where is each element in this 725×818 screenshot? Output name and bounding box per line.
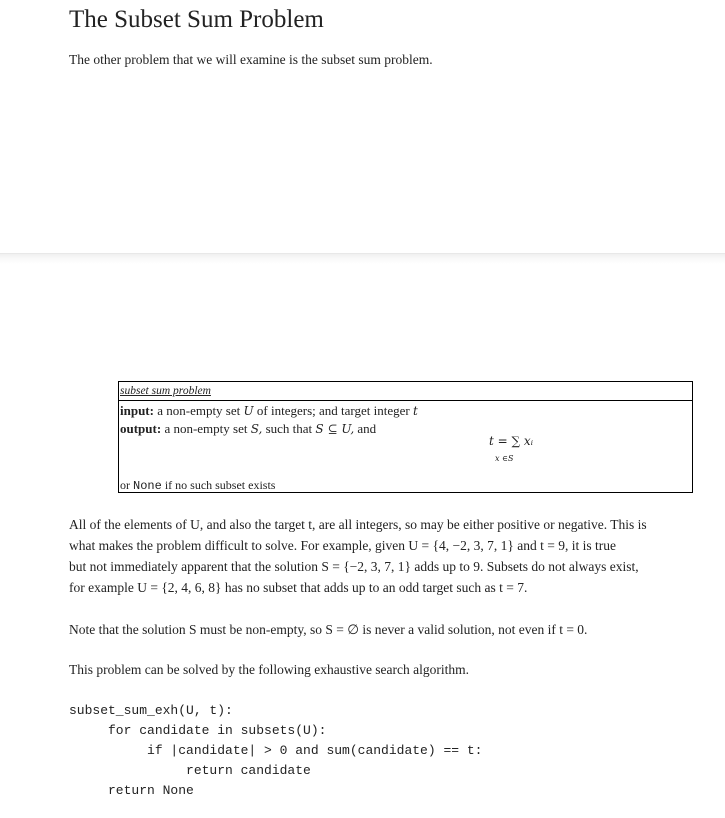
output-text-2: such that: [262, 421, 316, 436]
sum-formula-subscript: x ∈S: [495, 454, 514, 463]
none-prefix: or: [120, 478, 133, 492]
none-suffix: if no such subset exists: [161, 478, 276, 492]
output-set-symbol: S,: [250, 422, 263, 436]
example-paragraph-line-3: but not immediately apparent that the solution S = {−2, 3, 7, 1} adds up to 9. Subsets do not always exist,: [69, 559, 639, 574]
code-line: return candidate: [69, 763, 311, 778]
code-line: subset_sum_exh(U, t):: [69, 703, 233, 718]
input-text: a non-empty set: [153, 403, 244, 418]
input-line: [120, 403, 418, 419]
input-label: input:: [120, 403, 154, 418]
output-label: output:: [120, 421, 162, 436]
note-paragraph: Note that the solution S must be non-empty, so S = ∅ is never a valid solution, not even if t = 0.: [69, 622, 588, 637]
example-paragraph-line-2: what makes the problem difficult to solve. For example, given U = {4, −2, 3, 7, 1} and t = 9, it is true: [69, 538, 616, 553]
example-paragraph-line-1: All of the elements of U, and also the target t, are all integers, so may be either positive or negative. This is: [69, 517, 647, 532]
algorithm-intro: This problem can be solved by the following exhaustive search algorithm.: [69, 662, 470, 677]
code-block: [69, 701, 482, 801]
input-target-symbol: t: [412, 404, 418, 418]
output-text-3: and: [354, 421, 377, 436]
intro-paragraph: The other problem that we will examine is the subset sum problem.: [69, 52, 433, 67]
none-line: [120, 478, 275, 493]
input-text-2: of integers; and target integer: [253, 403, 413, 418]
none-keyword: None: [133, 479, 162, 493]
sum-formula: t = ∑ xᵢ: [489, 434, 534, 448]
box-header: subset sum problem: [119, 382, 692, 401]
code-line: for candidate in subsets(U):: [69, 723, 327, 738]
code-line: return None: [69, 783, 194, 798]
section-divider: [0, 253, 725, 264]
page-title: The Subset Sum Problem: [69, 6, 324, 33]
example-paragraph-line-4: for example U = {2, 4, 6, 8} has no subset that adds up to an odd target such as t = 7.: [69, 580, 528, 595]
output-relation: S ⊆ U,: [315, 422, 355, 436]
problem-definition-box: [118, 381, 693, 493]
code-line: if |candidate| > 0 and sum(candidate) == t:: [69, 743, 483, 758]
output-text: a non-empty set: [161, 421, 251, 436]
output-line: [120, 421, 376, 437]
input-set-symbol: U: [243, 404, 254, 418]
